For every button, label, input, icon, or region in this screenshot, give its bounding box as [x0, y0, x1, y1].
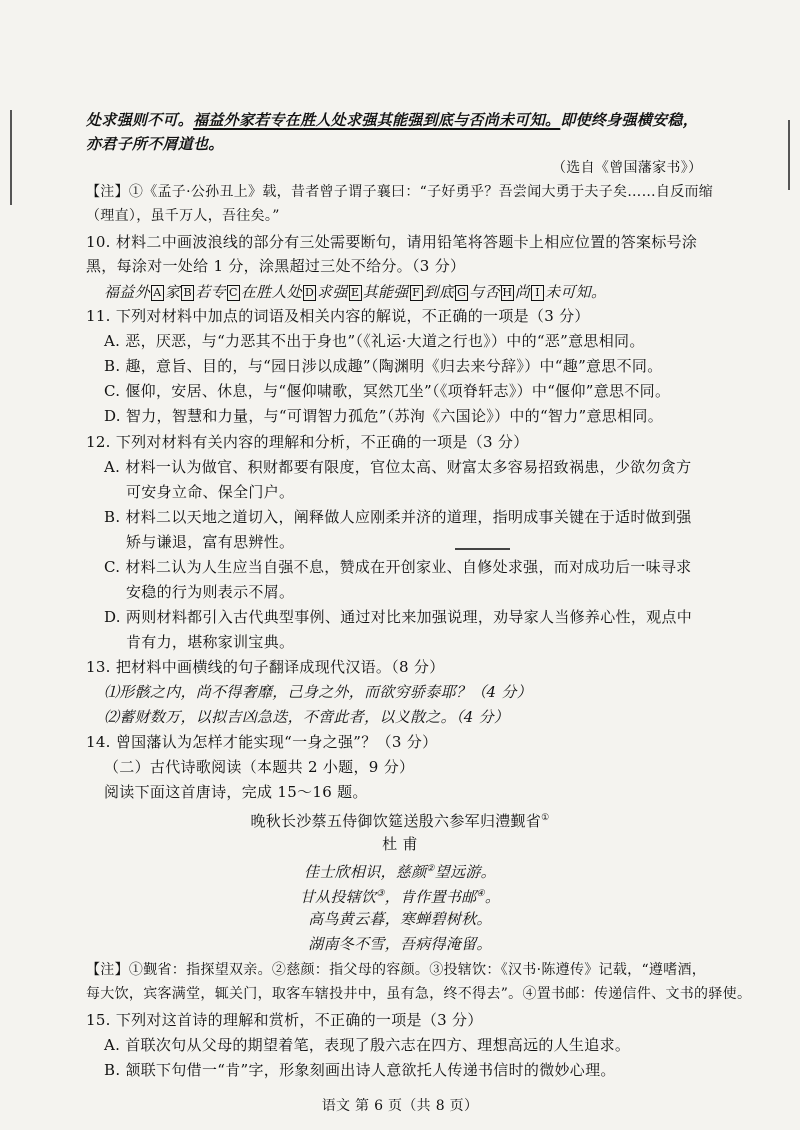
- left-binding-line: [10, 110, 12, 205]
- q10-line-2: 黑，每涂对一处给 1 分，涂黑超过三处不给分。（3 分）: [86, 257, 466, 275]
- q12-option-b-line-2: 矫与谦退，富有思辨性。: [126, 533, 295, 551]
- q13-stem: 13. 把材料中画横线的句子翻译成现代汉语。（8 分）: [86, 658, 445, 676]
- q13-sentence-1: ⑴形骸之内，尚不得奢靡，己身之外，而欲穷骄泰耶？（4 分）: [104, 683, 533, 701]
- reading-instruction: 阅读下面这首唐诗，完成 15～16 题。: [104, 783, 368, 801]
- q12-option-a-line-2: 可安身立命、保全门户。: [126, 483, 295, 501]
- intro-text-a: 处求强则不可。: [86, 111, 194, 129]
- break-box-i[interactable]: I: [531, 285, 544, 301]
- q14-stem: 14. 曾国藩认为怎样才能实现“一身之强”？（3 分）: [86, 733, 438, 751]
- poem-title: [0, 808, 800, 831]
- stray-rule: [455, 548, 510, 550]
- q11-stem: 11. 下列对材料中加点的词语及相关内容的解说，不正确的一项是（3 分）: [86, 307, 590, 325]
- poem-line-2: [0, 884, 800, 907]
- break-box-c[interactable]: C: [227, 285, 240, 301]
- q10-break-options: [104, 282, 606, 302]
- q11-option-d: D. 智力，智慧和力量，与“可谓智力孤危”（苏洵《六国论》）中的“智力”意思相同。: [104, 407, 664, 425]
- q15-stem: 15. 下列对这首诗的理解和赏析，不正确的一项是（3 分）: [86, 1011, 483, 1029]
- segment: 在胜人处: [240, 283, 303, 301]
- q12-option-c-line-1: C. 材料二认为人生应当自强不息，赞成在开创家业、自修处求强，而对成功后一味寻求: [104, 558, 692, 576]
- q12-option-b-line-1: B. 材料二以天地之道切入，阐释做人应刚柔并济的道理，指明成事关键在于适时做到强: [104, 508, 692, 526]
- segment: 家: [164, 283, 181, 301]
- break-box-b[interactable]: B: [181, 285, 194, 301]
- poem-text: 甘从投辖饮: [299, 888, 377, 906]
- break-box-e[interactable]: E: [349, 285, 362, 301]
- note-mark: ②: [426, 864, 435, 874]
- segment: 尚: [514, 283, 531, 301]
- poem-line-1: [0, 859, 800, 882]
- segment: 若专: [195, 283, 226, 301]
- note-mark: ④: [476, 889, 485, 899]
- q13-sentence-2: ⑵蓄财数万，以拟吉凶急迭，不啻此者，以义散之。（4 分）: [104, 708, 510, 726]
- segment: 未可知。: [545, 283, 607, 301]
- segment: 到底: [423, 283, 455, 301]
- break-box-g[interactable]: G: [457, 286, 467, 299]
- segment: 福益外: [104, 283, 150, 301]
- poem-text: 望远游。: [434, 863, 496, 881]
- source-citation: （选自《曾国藩家书》）: [552, 160, 703, 176]
- q12-option-d-line-1: D. 两则材料都引入古代典型事例、通过对比来加强说理，劝导家人当修养心性，观点中: [104, 608, 693, 626]
- q12-stem: 12. 下列对材料有关内容的理解和分析，不正确的一项是（3 分）: [86, 433, 529, 451]
- poem-line-4: 湖南冬不雪，吾病得淹留。: [308, 935, 492, 953]
- note-2-line-1: 【注】①觐省：指探望双亲。②慈颜：指父母的容颜。③投辖饮：《汉书·陈遵传》记载，“遵嗜酒，: [86, 962, 707, 978]
- q15-option-b: B. 颔联下句借一“肯”字，形象刻画出诗人意欲托人传递书信时的微妙心理。: [104, 1061, 616, 1079]
- intro-line-1: [86, 110, 698, 130]
- break-box-d[interactable]: D: [304, 286, 315, 299]
- q12-option-a-line-1: A. 材料一认为做官、积财都要有限度，官位太高、财富太多容易招致祸患，少欲勿贪方: [104, 458, 692, 476]
- intro-text-c: 即使终身强横安稳，: [560, 111, 699, 129]
- underlined-sentence: 福益外家若专在胜人处求强其能强到底与否尚未可知。: [193, 111, 561, 129]
- note-1-line-2: （理直），虽千万人，吾往矣。”: [86, 208, 280, 224]
- poem-text: 佳士欣相识，慈颜: [304, 863, 427, 881]
- poem-author: 杜 甫: [382, 835, 418, 853]
- note-2-line-2: 每大饮，宾客满堂，辄关门，取客车辖投井中，虽有急，终不得去”。④置书邮：传递信件、文书的驿使。: [86, 986, 752, 1002]
- break-box-a[interactable]: A: [151, 285, 164, 301]
- right-edge-line: [788, 120, 790, 190]
- poem-title-text: 晚秋长沙蔡五侍御饮筵送殷六参军归澧觐省: [250, 812, 542, 830]
- q12-option-d-line-2: 肯有力，堪称家训宝典。: [126, 633, 295, 651]
- break-box-h[interactable]: H: [502, 286, 513, 299]
- section-2-heading: （二）古代诗歌阅读（本题共 2 小题，9 分）: [104, 758, 415, 776]
- q11-option-a: A. 恶，厌恶，与“力恶其不出于身也”（《礼运·大道之行也》）中的“恶”意思相同。: [104, 332, 645, 350]
- segment: 其能强: [362, 283, 409, 301]
- intro-line-2: 亦君子所不屑道也。: [86, 135, 224, 153]
- segment: 求强: [317, 283, 348, 301]
- q11-option-c: C. 偃仰，安居、休息，与“偃仰啸歌，冥然兀坐”（《项脊轩志》）中“偃仰”意思不同。: [104, 382, 671, 400]
- poem-line-3: 高鸟黄云暮，寒蝉碧树秋。: [308, 910, 492, 928]
- poem-title-note-mark: ①: [541, 813, 550, 823]
- break-box-f[interactable]: F: [410, 285, 423, 301]
- note-1-line-1: 【注】①《孟子·公孙丑上》载，昔者曾子谓子襄曰：“子好勇乎？吾尝闻大勇于夫子矣……自反而缩: [86, 184, 714, 200]
- q12-option-c-line-2: 安稳的行为则表示不屑。: [126, 583, 295, 601]
- poem-text: 。: [484, 888, 501, 906]
- q15-option-a: A. 首联次句从父母的期望着笔，表现了殷六志在四方、理想高远的人生追求。: [104, 1036, 631, 1054]
- q10-line-1: 10. 材料二中画波浪线的部分有三处需要断句，请用铅笔将答题卡上相应位置的答案标号涂: [86, 233, 698, 251]
- note-mark: ③: [376, 889, 385, 899]
- segment: 与否: [469, 283, 500, 301]
- page-footer: 语文 第 6 页（共 8 页）: [321, 1098, 479, 1114]
- poem-text: ，肯作置书邮: [384, 888, 477, 906]
- q11-option-b: B. 趣，意旨、目的，与“园日涉以成趣”（陶渊明《归去来兮辞》）中“趣”意思不同。: [104, 357, 663, 375]
